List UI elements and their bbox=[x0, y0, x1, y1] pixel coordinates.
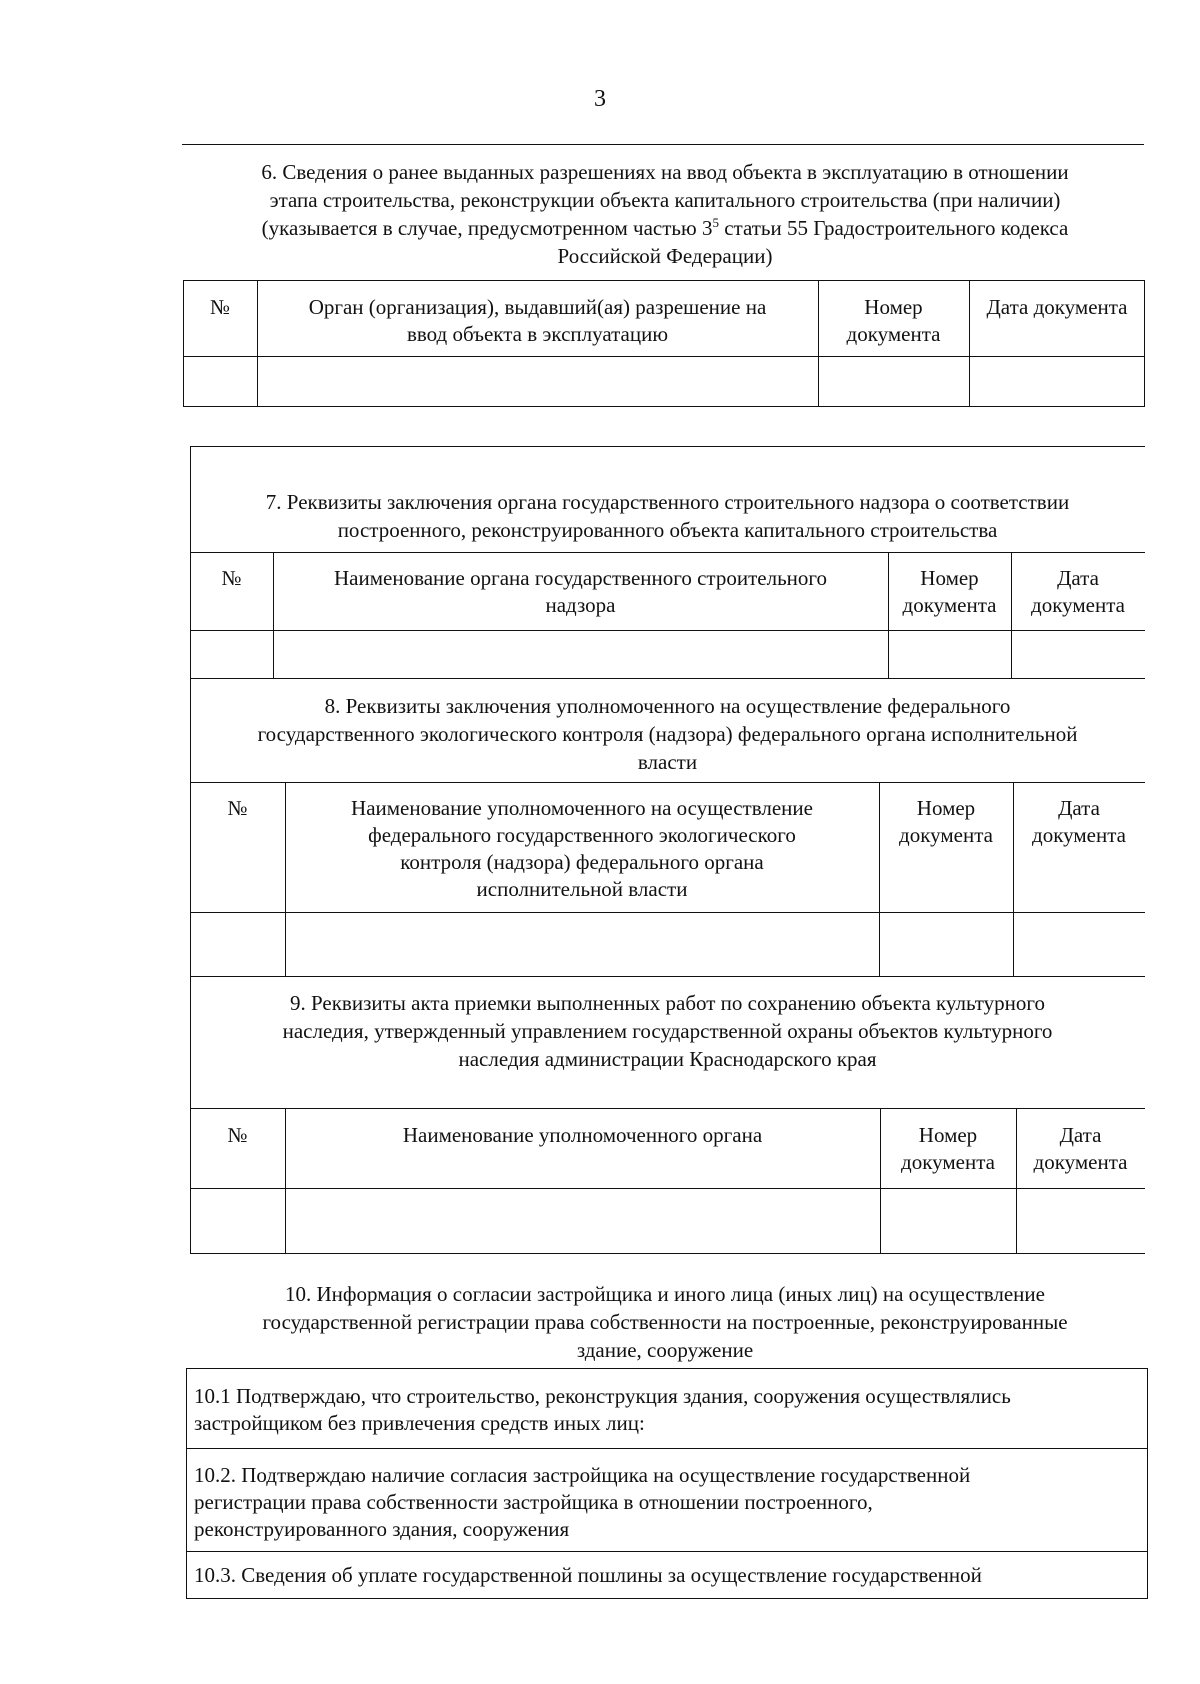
section10-title-line3: здание, сооружение bbox=[576, 1338, 754, 1362]
section6-title-line4: Российской Федерации) bbox=[557, 244, 773, 268]
section6-title-line1: 6. Сведения о ранее выданных разрешениях на ввод объекта в эксплуатацию в отношении bbox=[261, 160, 1069, 184]
section9-title-line1: 9. Реквизиты акта приемки выполненных работ по сохранению объекта культурного bbox=[289, 991, 1045, 1015]
section9-title-line2: наследия, утвержденный управлением государственной охраны объектов культурного bbox=[282, 1019, 1053, 1043]
section7-col-num: № bbox=[221, 566, 242, 590]
section9-title bbox=[190, 989, 1145, 1073]
section6-col-docnum: Номер документа bbox=[846, 295, 941, 346]
section7-col-name: Наименование органа государственного строительного надзора bbox=[334, 566, 827, 617]
section6-col-date: Дата документа bbox=[986, 295, 1128, 319]
section8-title-line1: 8. Реквизиты заключения уполномоченного на осуществление федерального bbox=[324, 694, 1011, 718]
section8-title-line3: власти bbox=[637, 750, 698, 774]
section9-title-line3: наследия администрации Краснодарского края bbox=[458, 1047, 877, 1071]
section10-row-1: 10.1 Подтверждаю, что строительство, реконструкция здания, сооружения осуществлялись застройщиком без привлечения средств иных лиц: bbox=[194, 1384, 1011, 1435]
section7-col-docnum: Номер документа bbox=[902, 566, 997, 617]
section8-col-date: Дата документа bbox=[1032, 796, 1126, 847]
section8-title-line2: государственного экологического контроля (надзора) федерального органа исполнительной bbox=[257, 722, 1078, 746]
top-rule bbox=[182, 144, 1144, 145]
section8-col-name: Наименование уполномоченного на осуществление федерального государственного экологического контроля (надзора) федерального органа исполнительной власти bbox=[351, 796, 813, 901]
section6-title-line2: этапа строительства, реконструкции объекта капитального строительства (при наличии) bbox=[269, 188, 1061, 212]
section6-title-line3: (указывается в случае, предусмотренном частью $3^5$ статьи 55 Градостроительного кодекса bbox=[261, 215, 1069, 240]
section10-row-3: 10.3. Сведения об уплате государственной пошлины за осуществление государственной bbox=[194, 1563, 982, 1587]
section7-title bbox=[190, 488, 1145, 544]
section10-row-2: 10.2. Подтверждаю наличие согласия застройщика на осуществление государственной регистрации права собственности застройщика в отношении построенного, реконструированного здания, сооружения bbox=[194, 1463, 971, 1541]
section8-title bbox=[190, 692, 1145, 776]
section6-col-org: Орган (организация), выдавший(ая) разрешение на ввод объекта в эксплуатацию bbox=[308, 295, 767, 346]
section9-col-num: № bbox=[227, 1123, 248, 1147]
superscript-5: 5 bbox=[712, 215, 719, 230]
page-number: 3 bbox=[594, 86, 606, 112]
section9-col-name: Наименование уполномоченного органа bbox=[402, 1123, 763, 1147]
section10-title-line1: 10. Информация о согласии застройщика и иного лица (иных лиц) на осуществление bbox=[285, 1282, 1045, 1306]
section6-col-num: № bbox=[209, 295, 231, 319]
section10-title bbox=[170, 1280, 1160, 1364]
section10-title-line2: государственной регистрации права собственности на построенные, реконструированные bbox=[262, 1310, 1068, 1334]
section7-title-line1: 7. Реквизиты заключения органа государственного строительного надзора о соответствии bbox=[265, 490, 1070, 514]
section7-title-line2: построенного, реконструированного объекта капитального строительства bbox=[337, 518, 998, 542]
section8-col-num: № bbox=[227, 796, 248, 820]
section9-col-docnum: Номер документа bbox=[901, 1123, 995, 1174]
section7-col-date: Дата документа bbox=[1031, 566, 1125, 617]
section8-col-docnum: Номер документа bbox=[899, 796, 993, 847]
section6-title bbox=[170, 158, 1160, 270]
section9-col-date: Дата документа bbox=[1033, 1123, 1128, 1174]
